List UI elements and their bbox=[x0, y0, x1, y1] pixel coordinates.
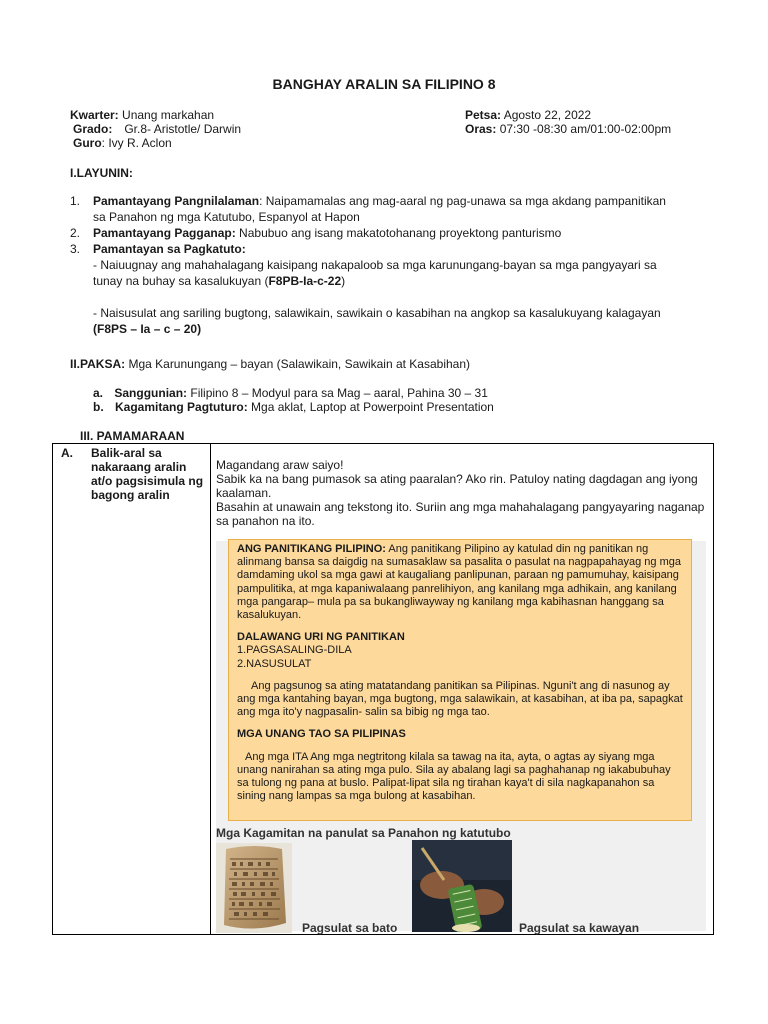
kagamitang-label: Kagamitang Pagtuturo: bbox=[115, 400, 248, 414]
petsa-label: Petsa: bbox=[465, 108, 502, 122]
panitikan-paragraph: Ang panitikang Pilipino ay katulad din ng panitikan ng alinmang bansa sa daigdig na sumasaklaw sa pasalita o pasulat na nagpapahayag ng mga damdaming ukol sa mga gawi at kaugaliang panlipunan, paraan ng pamumuhay, kaisipang pampulitika, at mga kapaniwalaang panrelihiyon, ang kanilang mga adhikain, ang kanilang mga pangarap– mula pa sa bukangliwayway ng kanilang mga kabihasnan hanggang sa kasalukuyan. bbox=[237, 543, 681, 622]
grado-value: Gr.8- Aristotle/ Darwin bbox=[124, 122, 242, 136]
paksa-b-letter: b. bbox=[93, 400, 104, 414]
pamamaraan-heading: III. PAMAMARAAN bbox=[80, 429, 185, 443]
item2-label: Pamantayang Pagganap: bbox=[93, 226, 236, 240]
item3-a-line2: tunay na buhay sa kasalukuyan ( bbox=[93, 274, 269, 288]
guro-label: Guro bbox=[73, 136, 102, 150]
petsa-value: Agosto 22, 2022 bbox=[501, 108, 592, 122]
caption-bato: Pagsulat sa bato bbox=[302, 921, 398, 935]
item2-text bbox=[93, 225, 718, 241]
oras-label: Oras: bbox=[465, 122, 497, 136]
guro-value: : Ivy R. Aclon bbox=[101, 136, 172, 150]
right-cell bbox=[216, 458, 706, 528]
uri-heading: DALAWANG URI NG PANITIKAN bbox=[237, 631, 405, 644]
meta-grado bbox=[73, 122, 241, 136]
sanggunian-value: Filipino 8 – Modyul para sa Mag – aaral, Pahina 30 – 31 bbox=[187, 386, 488, 400]
instruction-line: Basahin at unawain ang tekstong ito. Suriin ang mga mahahalagang pangyayaring naganap sa panahon na ito. bbox=[216, 500, 705, 528]
item2-number: 2. bbox=[70, 226, 81, 240]
item3-number: 3. bbox=[70, 242, 81, 256]
unang-tao-heading: MGA UNANG TAO SA PILIPINAS bbox=[237, 728, 406, 741]
panitikan-textbox bbox=[228, 539, 692, 821]
kagamitang-value: Mga aklat, Laptop at Powerpoint Presentation bbox=[247, 400, 494, 414]
item3-b-line1: - Naisusulat ang sariling bugtong, salawikain, sawikain o kasabihan na angkop sa kasalukuyang kalagayan bbox=[93, 306, 661, 320]
item3-a-line1: - Naiuugnay ang mahahalagang kaisipang nakapaloob sa mga karunungang-bayan sa mga pangyayari sa bbox=[93, 258, 657, 272]
item3-a-close: ) bbox=[341, 274, 346, 288]
item3-a-code: F8PB-Ia-c-22 bbox=[268, 274, 342, 288]
item3-b-text bbox=[93, 305, 718, 337]
left-cell-text: Balik-aral sa nakaraang aralin at/o pagsisimula ng bagong aralin bbox=[91, 446, 204, 502]
greeting-line: Magandang araw saiyo! bbox=[216, 458, 344, 472]
item3-text bbox=[93, 241, 718, 289]
kwarter-label: Kwarter: bbox=[70, 108, 119, 122]
layunin-heading: I.LAYUNIN: bbox=[70, 166, 133, 180]
unang-tao-paragraph: Ang mga ITA Ang mga negtritong kilala sa tawag na ita, ayta, o agtas ay siyang mga unang nanirahan sa ating mga pulo. Sila ay abalang lagi sa paghahanap ng iakabubuhay sa tulong ng pana at buslo. Palipat-lipat sila ng tirahan kaya't di sila nagkapanahon sa sining nang lampas sa mga bulong at kasabihan. bbox=[237, 750, 671, 803]
uri-paragraph: Ang pagsunog sa ating matatandang panitikan sa Pilipinas. Nguni't ang di nasunog ay ang mga kantahing bayan, mga bugtong, mga salawikain, at kasabihan, at iba pa, sapagkat ang mga ito'y nagpasalin- salin sa bibig ng mga tao. bbox=[237, 679, 683, 719]
kagamitan-caption: Mga Kagamitan na panulat sa Panahon ng katutubo bbox=[216, 826, 511, 840]
panitikan-heading: ANG PANITIKANG PILIPINO: bbox=[237, 543, 386, 555]
item3-b-code: (F8PS – Ia – c – 20) bbox=[93, 322, 202, 336]
document-title: BANGHAY ARALIN SA FILIPINO 8 bbox=[272, 76, 496, 92]
meta-kwarter bbox=[70, 108, 214, 122]
item1-label: Pamantayang Pangnilalaman bbox=[93, 194, 260, 208]
sanggunian-label: Sanggunian: bbox=[114, 386, 188, 400]
meta-petsa bbox=[465, 108, 591, 122]
paksa-label: II.PAKSA: bbox=[70, 357, 126, 371]
meta-guro bbox=[73, 136, 172, 150]
paksa-b bbox=[93, 399, 733, 415]
table-divider bbox=[210, 444, 211, 934]
left-cell-letter: A. bbox=[61, 446, 73, 460]
stone-tablet-image bbox=[216, 843, 292, 933]
item1-text-a: : Naipamamalas ang mag-aaral ng pag-unawa sa mga akdang pampanitikan bbox=[259, 194, 666, 208]
item1-number: 1. bbox=[70, 194, 81, 208]
kwarter-value: Unang markahan bbox=[118, 108, 215, 122]
item1-text bbox=[93, 193, 718, 225]
bamboo-writing-image bbox=[412, 840, 512, 932]
paksa-text: Mga Karunungang – bayan (Salawikain, Sawikain at Kasabihan) bbox=[125, 357, 471, 371]
item2-value: Nabubuo ang isang makatotohanang proyektong panturismo bbox=[235, 226, 562, 240]
item1-text-b: sa Panahon ng mga Katutubo, Espanyol at Hapon bbox=[93, 210, 360, 224]
item3-label: Pamantayan sa Pagkatuto: bbox=[93, 242, 246, 256]
paksa-line bbox=[70, 356, 710, 372]
paksa-a-letter: a. bbox=[93, 386, 104, 400]
intro-line: Sabik ka na bang pumasok sa ating paaralan? Ako rin. Patuloy nating dagdagan ang iyong kaalaman. bbox=[216, 472, 698, 500]
caption-kawayan: Pagsulat sa kawayan bbox=[519, 921, 640, 935]
oras-value: 07:30 -08:30 am/01:00-02:00pm bbox=[496, 122, 672, 136]
meta-oras bbox=[465, 122, 671, 136]
uri-item-1: 1.PAGSASALING-DILA bbox=[237, 644, 352, 657]
uri-item-2: 2.NASUSULAT bbox=[237, 657, 312, 670]
grado-label: Grado: bbox=[73, 122, 113, 136]
